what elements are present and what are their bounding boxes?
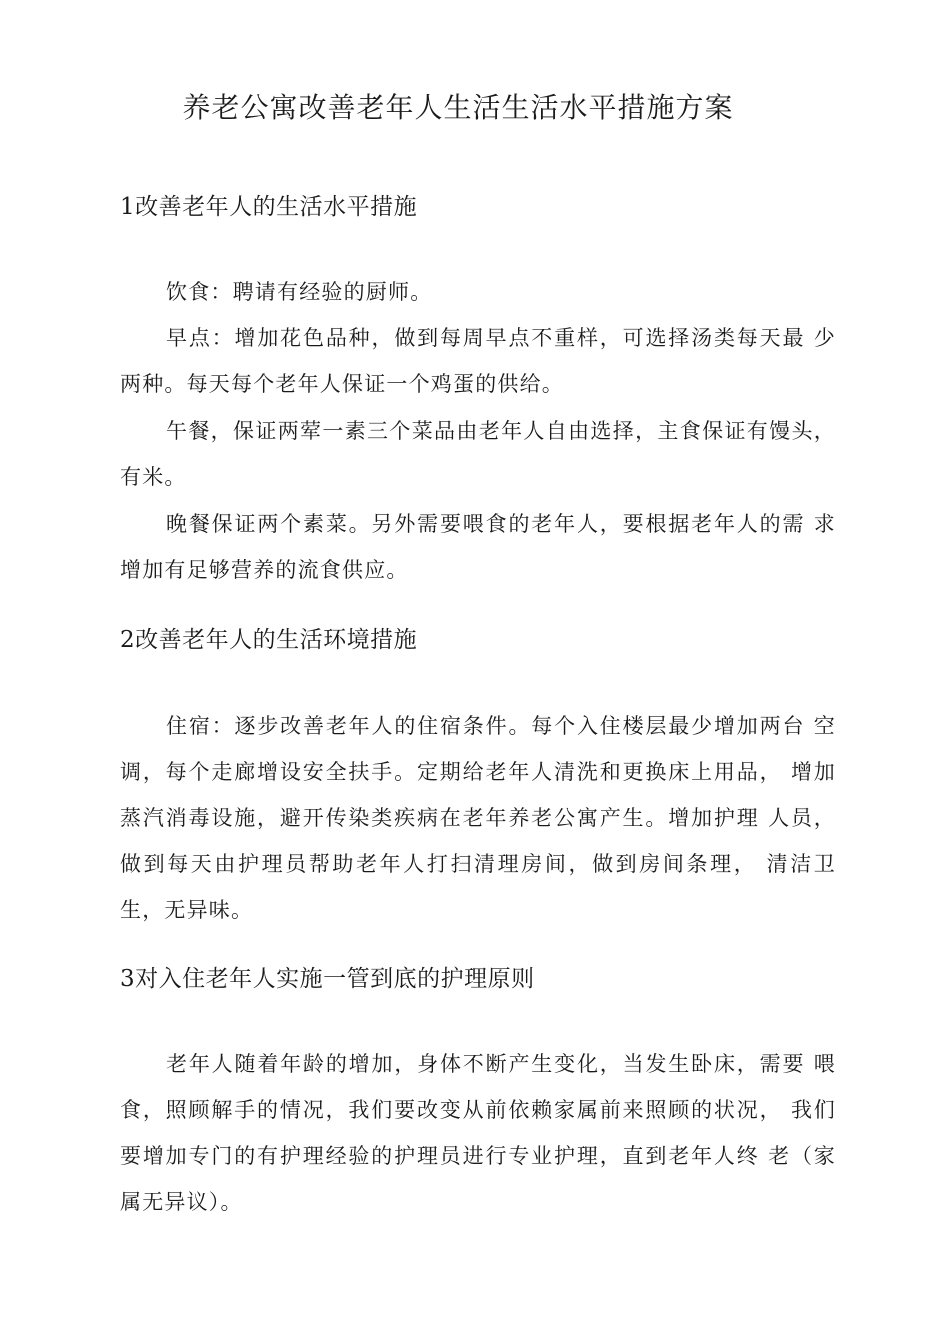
paragraph-breakfast: 早点：增加花色品种，做到每周早点不重样，可选择汤类每天最 少两种。每天每个老年人保证一个鸡蛋的供给。 xyxy=(120,326,836,396)
paragraph-dinner: 晚餐保证两个素菜。另外需要喂食的老年人，要根据老年人的需 求增加有足够营养的流食供应。 xyxy=(120,512,836,582)
paragraph-care: 老年人随着年龄的增加，身体不断产生变化，当发生卧床，需要 喂食，照顾解手的情况，我们要改变从前依赖家属前来照顾的状况， 我们要增加专门的有护理经验的护理员进行专业护理，直到老年人终 老（家属无异议）。 xyxy=(120,1052,836,1214)
section-heading-3: 3对入住老年人实施一管到底的护理原则 xyxy=(120,966,535,992)
section-heading-1: 1改善老年人的生活水平措施 xyxy=(120,194,418,220)
document-title: 养老公寓改善老年人生活生活水平措施方案 xyxy=(182,91,734,124)
section-heading-2: 2改善老年人的生活环境措施 xyxy=(120,627,418,653)
paragraph-lunch: 午餐，保证两荤一素三个菜品由老年人自由选择，主食保证有馒头，有米。 xyxy=(120,419,836,489)
paragraph-diet: 饮食：聘请有经验的厨师。 xyxy=(166,280,433,304)
paragraph-housing: 住宿：逐步改善老年人的住宿条件。每个入住楼层最少增加两台 空调，每个走廊增设安全扶手。定期给老年人清洗和更换床上用品， 增加蒸汽消毒设施，避开传染类疾病在老年养老公寓产生。增加护理 人员，做到每天由护理员帮助老年人打扫清理房间，做到房间条理， 清洁卫生，无异味。 xyxy=(120,714,836,922)
